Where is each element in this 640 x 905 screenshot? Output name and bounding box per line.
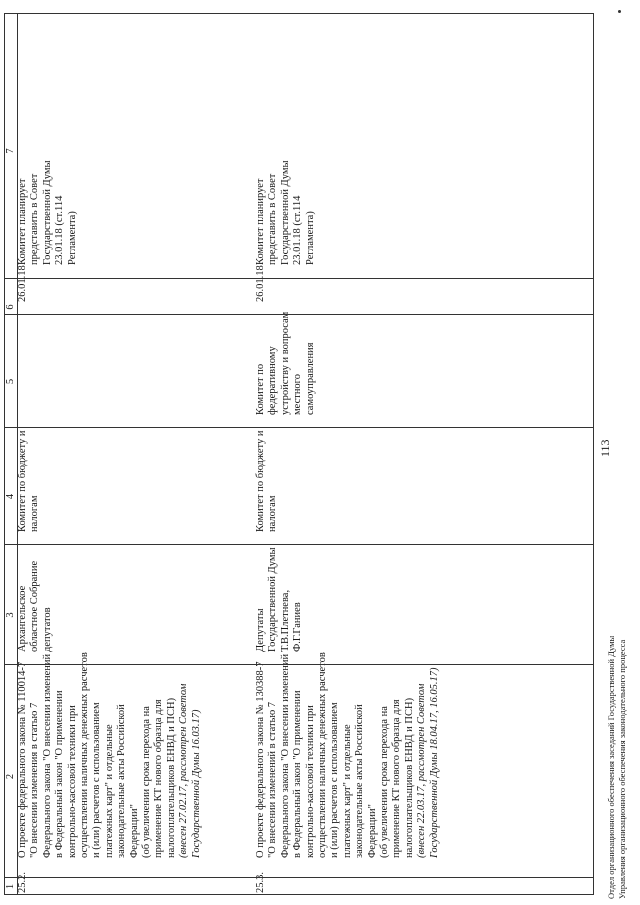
header-col-2: 2 [5, 773, 16, 780]
col-divider [4, 314, 594, 315]
page-number: 113 [598, 439, 612, 457]
initiator: Депутаты Государственной Думы Т.В.Плетнева, Ф.Г.Ганиев [255, 547, 304, 652]
agenda-table [4, 13, 17, 895]
responsible-committee: Комитет по бюджету и налогам [255, 430, 279, 532]
list-item [17, 15, 255, 893]
responsible-committee: Комитет по бюджету и налогам [17, 430, 41, 532]
rows-container [17, 15, 493, 893]
header-col-6: 6 [5, 304, 16, 310]
header-col-3: 3 [5, 612, 16, 618]
date: 26.01.18 [255, 265, 266, 302]
col-divider [4, 278, 594, 279]
initiator: Архангельское областное Собрание депутатов [17, 560, 53, 652]
footer-line-1: Отдел организационного обеспечения заседаний Государственной Думы [606, 635, 616, 899]
header-row [4, 13, 17, 895]
list-item [255, 15, 493, 893]
plan: Комитет планирует представить в Совет Государственной Думы 23.01.18 (ст.114 Регламента) [255, 160, 316, 265]
co-committee: Комитет по федеративному устройству и вопросам местного самоуправления [255, 311, 316, 415]
bill-note: (внесен 27.02.17, рассмотрен Советом Государственной Думы 16.03.17) [178, 683, 202, 858]
row-num-25-2: 25.2. [17, 872, 28, 893]
header-col-1: 1 [5, 883, 16, 890]
row-num-25-3: 25.3. [255, 872, 266, 893]
col-divider [4, 544, 594, 545]
bill-description: О проекте федерального закона № 130388-7 "О внесении изменений в статью 7 Федерального закона "О внесении изменений в Федеральный закон "О применении контрольно-кассовой техники при осуществлении наличных денежных расчетов и (или) расчетов с использованием платежных карт" и отдельные законодательные акты Российской Федерации" (об увеличении срока перехода на применение КТ нового образца для налогоплательщиков ЕНВД и ПСН) (внесен 22.03.17, рассмотрен Советом Государственной Думы 18.04.17, 16.05.17) [255, 652, 440, 858]
bill-title: О проекте федерального закона № 110014-7 [17, 661, 28, 858]
bill-note: (внесен 22.03.17, рассмотрен Советом Государственной Думы 18.04.17, 16.05.17) [416, 667, 440, 858]
header-divider [17, 13, 18, 895]
header-col-7: 7 [5, 148, 16, 154]
header-col-5: 5 [5, 378, 16, 385]
bill-title: О проекте федерального закона № 130388-7 [255, 661, 266, 858]
col-divider [4, 877, 594, 878]
footer-line-2: Управления организационного обеспечения законодательного процесса [617, 639, 627, 899]
plan: Комитет планирует представить в Совет Государственной Думы 23.01.18 (ст.114 Регламента) [17, 160, 78, 265]
bill-description: О проекте федерального закона № 110014-7 "О внесении изменения в статью 7 Федерального закона "О внесении изменений в Федеральный закон "О применении контрольно-кассовой техники при осуществлении наличных денежных расчетов и (или) расчетов с использованием платежных карт" и отдельные законодательные акты Российской Федерации" (об увеличении срока перехода на применение КТ нового образца для налогоплательщиков ЕНВД и ПСН) (внесен 27.02.17, рассмотрен Советом Государственной Думы 16.03.17) [17, 652, 202, 858]
col-divider [4, 664, 594, 665]
date: 26.01.18 [17, 265, 28, 302]
col-divider [4, 427, 594, 428]
scan-dot [618, 10, 621, 13]
footer [606, 636, 628, 899]
header-col-4: 4 [5, 493, 16, 500]
